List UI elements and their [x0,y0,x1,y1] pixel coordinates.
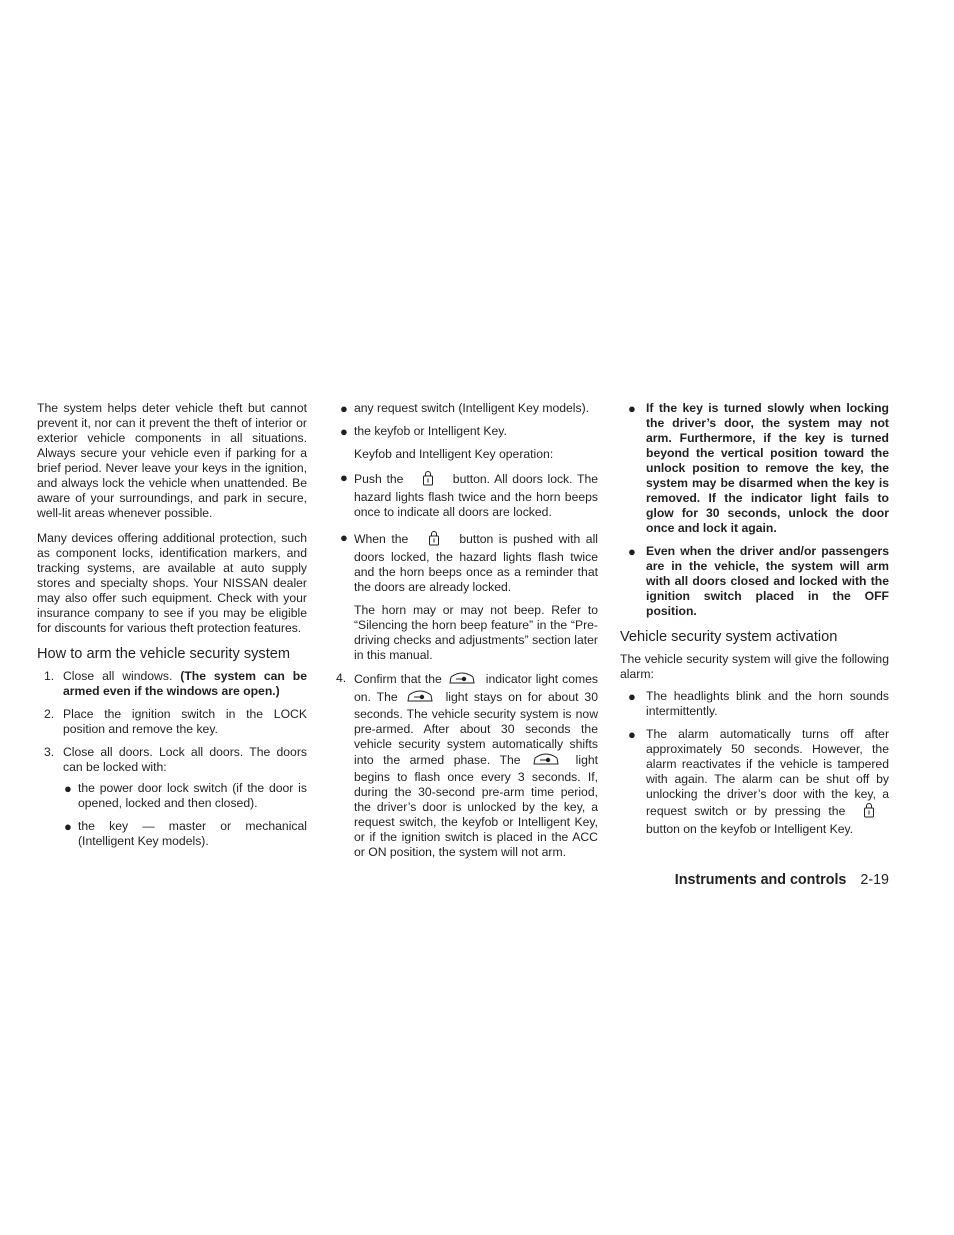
bullet-text: button is pushed with all doors locked, the hazard lights flash twice and the horn beeps once as a reminder that the doors are already locked. [354,532,599,594]
bullet-icon: ● [628,727,636,742]
step-2 [37,707,307,737]
bullet-text: The headlights blink and the horn sounds intermittently. [646,689,889,718]
bullet-text: The alarm automatically turns off after approximately 50 seconds. However, the alarm reactivates if the vehicle is tampered with again. The alarm can be shut off by unlocking the driver’s door with the key, a request switch or by pressing the [646,727,889,819]
bullet-icon: ● [340,530,348,545]
step-text: light stays on for about 30 seconds. The vehicle security system is now pre-armed. After about 30 seconds the vehicle security system automatically shifts into the armed phase. The [354,690,598,768]
bullet-icon: ● [340,470,348,485]
security-indicator-icon [532,752,560,770]
bullet-item [338,424,598,439]
bullet-item [338,401,598,416]
step-note-bold: (The system can be armed even if the windows are open.) [63,669,307,698]
lock-button-icon [428,530,440,550]
step-text: Place the ignition switch in the LOCK position and remove the key. [63,707,307,736]
horn-note: The horn may or may not beep. Refer to “Silencing the horn beep feature” in the “Pre-driving checks and adjustments” section later in this manual. [354,603,598,662]
step-text: Close all doors. Lock all doors. The doors can be locked with: [63,745,307,774]
lock-button-icon [422,470,434,490]
step-text: Confirm that the [354,672,442,687]
section-heading-activation: Vehicle security system activation [620,629,838,645]
bullet-item [620,727,889,837]
page-number: 2-19 [860,872,889,888]
bullet-item [62,819,307,849]
bullet-text: any request switch (Intelligent Key models). [354,401,590,415]
bullet-icon: ● [340,401,348,416]
bullet-text: button on the keyfob or Intelligent Key. [646,822,854,836]
step-3 [37,745,307,775]
bullet-icon: ● [64,781,72,796]
bullet-icon: ● [628,544,636,559]
bullet-item [620,689,889,719]
bullet-text: the power door lock switch (if the door is opened, locked and then closed). [78,781,307,810]
devices-paragraph: Many devices offering additional protection, such as component locks, identification markers, and tracking systems, are available at auto supply stores and specialty shops. Your NISSAN dealer may also offer such equipment. Check with your insurance company to see if you may be eligible for discounts for various theft protection features. [37,531,307,635]
bullet-icon: ● [340,424,348,439]
step-4 [336,671,599,860]
warning-bullet [620,544,889,619]
bullet-item [62,781,307,811]
column-middle [338,401,598,868]
bullet-text: When the [354,532,409,547]
column-right [620,401,889,845]
bullet-text: the keyfob or Intelligent Key. [354,424,507,438]
keyfob-heading: Keyfob and Intelligent Key operation: [354,447,554,461]
bullet-item [338,470,598,520]
step-text: light begins to flash once every 3 seconds. If, during the 30-second pre-arm time period, the driver’s door is unlocked by the key, a request switch, the keyfob or Intelligent Key, or if the ignition switch is placed in the ACC or ON position, the system will not arm. [354,753,599,859]
step-number: 3. [44,745,55,759]
bullet-icon: ● [628,401,636,416]
bullet-text: button. All doors lock. The hazard lights flash twice and the horn beeps once to indicate all doors are locked. [354,472,599,519]
security-indicator-icon [448,671,476,689]
bullet-text: Push the [354,472,404,487]
bullet-item [338,530,598,595]
bullet-icon: ● [628,689,636,704]
page-footer [675,872,889,888]
bullet-text: the key — master or mechanical (Intelligent Key models). [78,819,307,848]
security-indicator-icon [406,689,434,707]
column-left [37,401,307,857]
intro-paragraph: The system helps deter vehicle theft but cannot prevent it, nor can it prevent the theft of interior or exterior vehicle components in all situations. Always secure your vehicle even if parking for a brief period. Never leave your keys in the ignition, and always lock the vehicle when unattended. Be aware of your surroundings, and park in secure, well-lit areas whenever possible. [37,401,307,520]
bullet-icon: ● [64,819,72,834]
step-text: indicator light comes on. The [354,672,599,705]
activation-intro: The vehicle security system will give the following alarm: [620,652,889,681]
warning-text: Even when the driver and/or passengers are in the vehicle, the system will arm with all doors closed and locked with the ignition switch placed in the OFF position. [646,544,889,618]
section-heading-arm: How to arm the vehicle security system [37,646,291,662]
warning-bullet [620,401,889,536]
step-text: Close all windows. [63,669,173,683]
step-number: 2. [44,707,55,721]
step-number: 1. [44,669,55,683]
section-title: Instruments and controls [674,872,847,888]
step-number: 4. [336,671,347,685]
warning-text: If the key is turned slowly when locking the driver’s door, the system may not arm. Furthermore, if the key is turned beyond the vertical position toward the unlock position to remove the key, the system may be disarmed when the key is removed. If the indicator light fails to glow for 30 seconds, unlock the door once and lock it again. [646,401,889,535]
lock-button-icon [863,802,875,822]
step-1 [37,669,307,699]
